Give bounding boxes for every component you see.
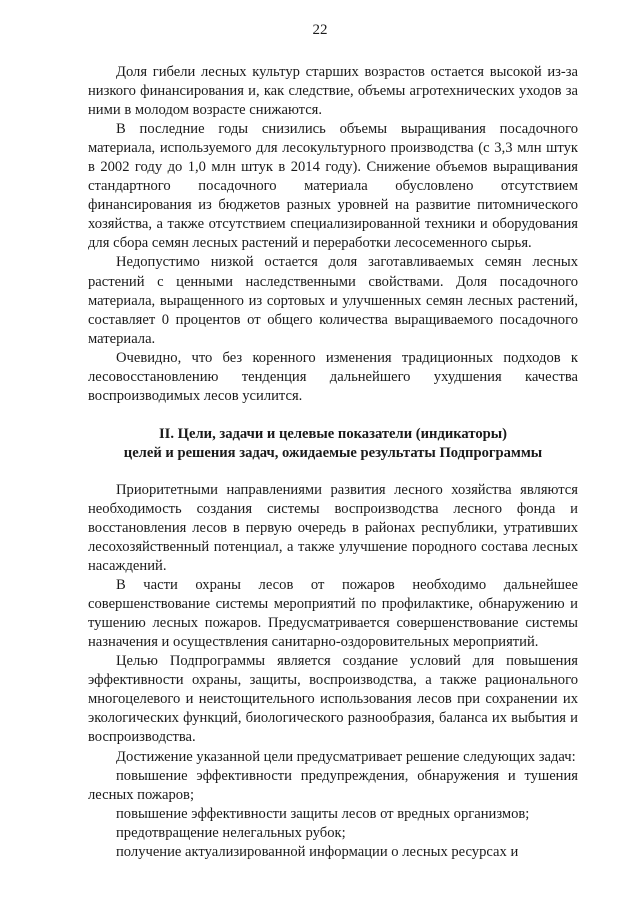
- paragraph-planting-material: В последние годы снизились объемы выращивания посадочного материала, используемого для лесокультурного производства (с 3,3 млн штук в 2002 году до 1,0 млн штук в 2014 году). Снижение объемов выращивания стандартного посадочного материала обусловлено отсутствием финансирования из бюджетов разных уровней на развитие питомнического хозяйства, а также отсутствием специализированной техники и оборудования для сбора семян лесных растений и переработки лесосеменного сырья.: [88, 121, 578, 252]
- paragraph-program-goal: Целью Подпрограммы является создание условий для повышения эффективности охраны, защиты, воспроизводства, а также рационального многоцелевого и неистощительного использования лесов при сохранении их экологических функций, биологического разнообразия, баланса их выбытия и воспроизводства.: [88, 653, 578, 746]
- paragraph-seed-share: Недопустимо низкой остается доля заготавливаемых семян лесных растений с ценными наследственными свойствами. Доля посадочного материала, выращенного из сортовых и улучшенных семян лесных растений, составляет 0 процентов от общего количества выращиваемого посадочного материала.: [88, 254, 578, 347]
- paragraph-priorities: Приоритетными направлениями развития лесного хозяйства являются необходимость создания системы воспроизводства лесного фонда и восстановления лесов в первую очередь в районах республики, утративших лесохозяйственный потенциал, а также улучшение породного состава лесных насаждений.: [88, 481, 578, 575]
- section-heading-line-1: II. Цели, задачи и целевые показатели (индикаторы): [158, 425, 507, 442]
- task-item-forest-information: получение актуализированной информации о лесных ресурсах и: [116, 843, 519, 860]
- task-item-pest-protection: повышение эффективности защиты лесов от вредных организмов;: [116, 805, 530, 822]
- document-body: [88, 63, 578, 862]
- task-item-fire-efficiency: повышение эффективности предупреждения, обнаружения и тушения лесных пожаров;: [88, 767, 578, 803]
- page-number: 22: [312, 22, 328, 38]
- paragraph-fire-protection: В части охраны лесов от пожаров необходимо дальнейшее совершенствование системы мероприятий по профилактике, обнаружению и тушению лесных пожаров. Предусматривается совершенствование системы назначения и осуществления санитарно-оздоровительных мероприятий.: [88, 577, 578, 651]
- paragraph-reforestation-trend: Очевидно, что без коренного изменения традиционных подходов к лесовосстановлению тенденция дальнейшего ухудшения качества воспроизводимых лесов усилится.: [88, 349, 578, 404]
- task-item-illegal-logging: предотвращение нелегальных рубок;: [116, 824, 346, 841]
- paragraph-tasks-intro: Достижение указанной цели предусматривает решение следующих задач:: [116, 748, 576, 765]
- paragraph-forest-crop-loss: Доля гибели лесных культур старших возрастов остается высокой из-за низкого финансирования и, как следствие, объемы агротехнических уходов за ними в молодом возрасте снижаются.: [88, 64, 578, 119]
- section-heading: [88, 425, 578, 463]
- section-heading-line-2: целей и решения задач, ожидаемые результаты Подпрограммы: [123, 444, 543, 461]
